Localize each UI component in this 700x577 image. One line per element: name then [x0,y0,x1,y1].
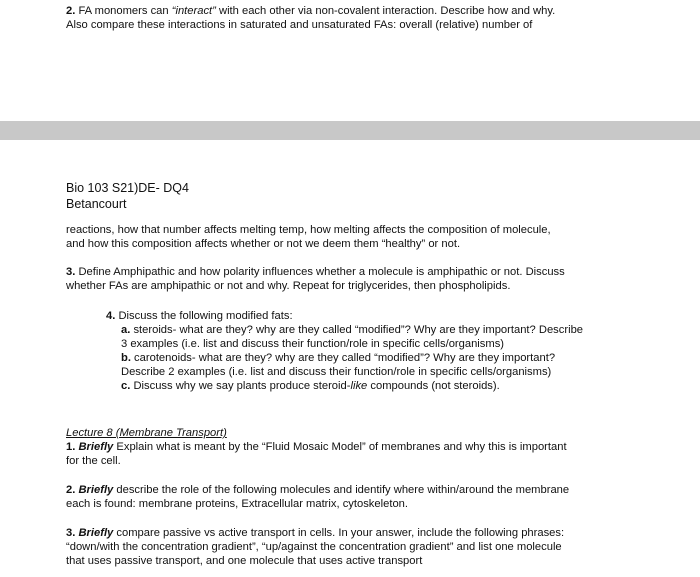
lecture-title: Lecture 8 (Membrane Transport) [66,427,227,439]
question-4c: c. Discuss why we say plants produce steroid-like compounds (not steroids). [121,380,500,392]
question-number: 2. [66,5,76,17]
question-2-continued: reactions, how that number affects melting temp, how melting affects the composition of molecule, and how this composition affects whether or not we deem them “healthy” or not. [66,224,551,250]
lecture-q3: 3. Briefly compare passive vs active transport in cells. In your answer, include the following phrases: “down/with the concentration gradient”, “up/against the concentration gradient” and list one molecule that uses passive transport, and one molecule that uses active transport [66,527,565,567]
question-4-prompt: 4. Discuss the following modified fats: [106,310,293,322]
lecture-q1: 1. Briefly Explain what is meant by the “Fluid Mosaic Model” of membranes and why this is important for the cell. [66,441,567,467]
question-4b: b. carotenoids- what are they? why are they called “modified”? Why are they important? Describe 2 examples (i.e. list and discuss their function/role in specific cells/organisms) [121,352,556,378]
question-4 [66,309,686,393]
lecture-8-section [66,426,686,468]
page-separator [0,121,700,140]
page-header [66,180,686,212]
question-number: 3. [66,266,76,278]
lecture-q2: 2. Briefly describe the role of the following molecules and identify where within/around the membrane each is found: membrane proteins, Extracellular matrix, cytoskeleton. [66,484,570,510]
question-2-intro: 2. FA monomers can “interact” with each other via non-covalent interaction. Describe how and why. Also compare these interactions in saturated and unsaturated FAs: overall (relative) number of [66,5,556,31]
course-code: Bio 103 S21)DE- DQ4 [66,181,189,195]
question-4a: a. steroids- what are they? why are they called “modified”? Why are they important? Describe 3 examples (i.e. list and discuss their function/role in specific cells/organisms) [121,324,584,350]
question-number: 4. [106,310,116,322]
author-name: Betancourt [66,197,127,211]
question-3: 3. Define Amphipathic and how polarity influences whether a molecule is amphipathic or not. Discuss whether FAs are amphipathic or not and why. Repeat for triglycerides, then phospholipids. [66,266,565,292]
